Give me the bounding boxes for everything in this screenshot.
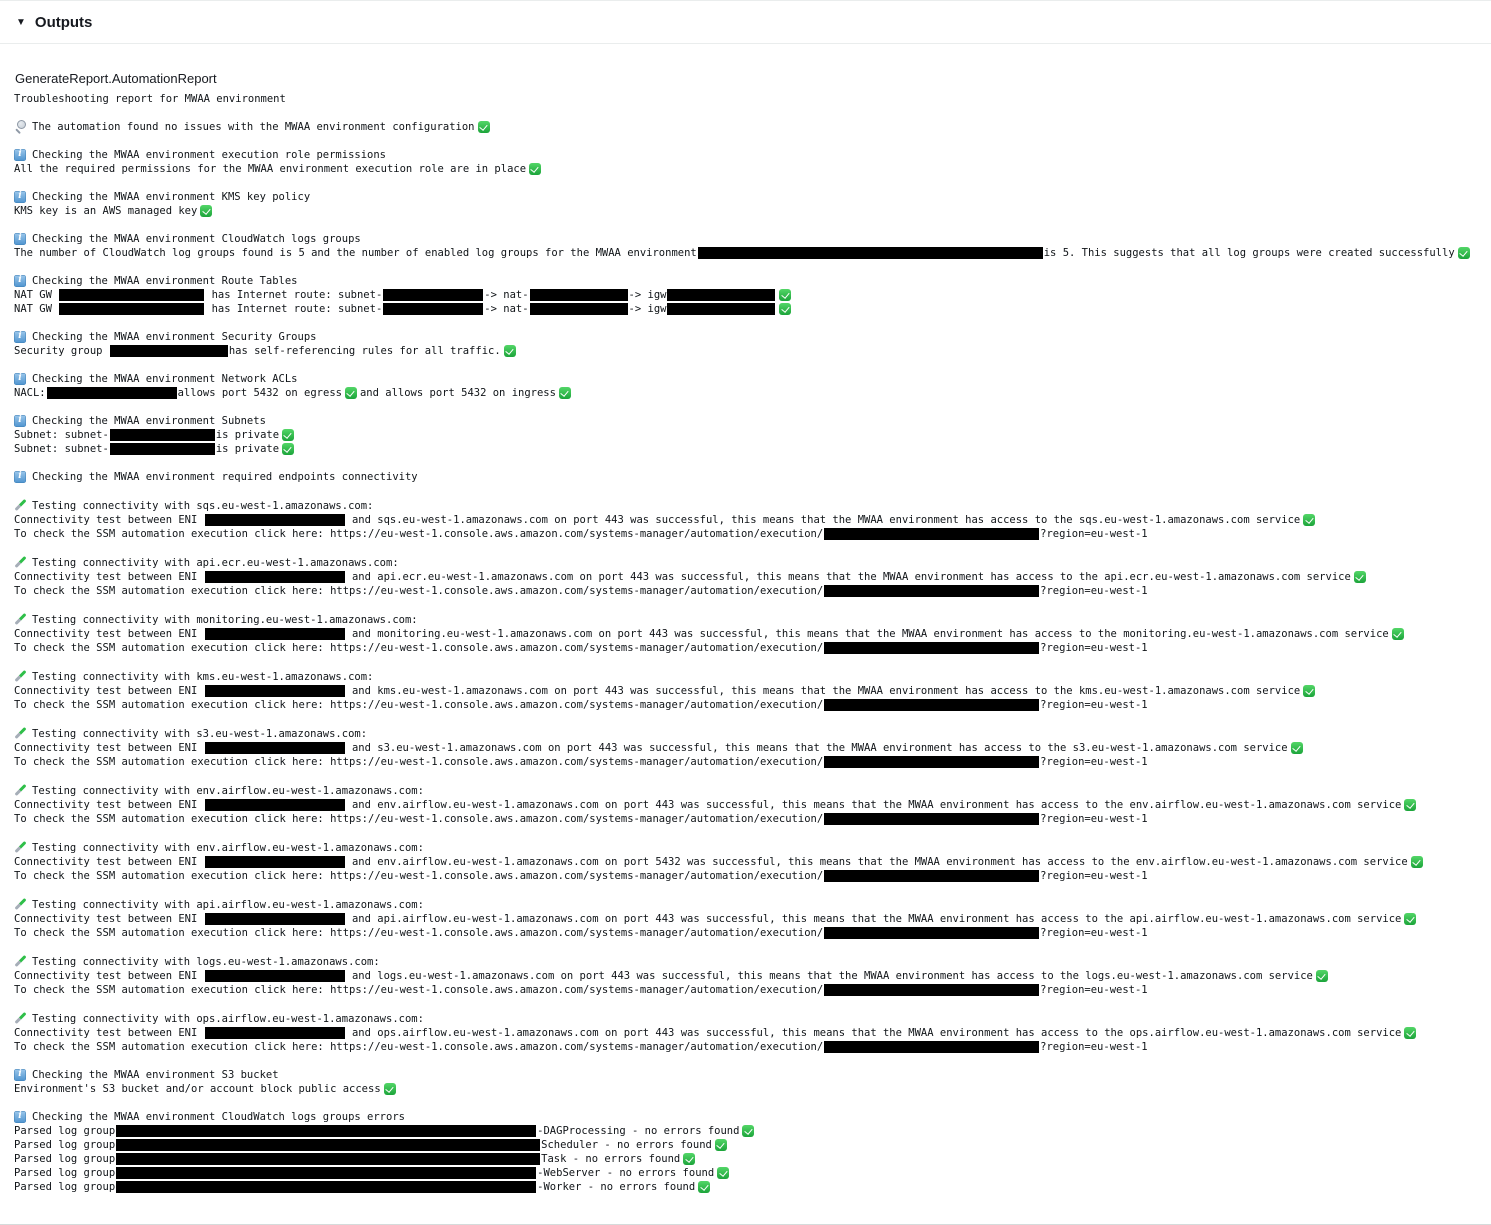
report-line: Subnet: subnet- is private [14, 442, 1481, 456]
redacted-text [205, 571, 345, 583]
redacted-text [205, 799, 345, 811]
report-block [14, 498, 1481, 541]
report-block [14, 783, 1481, 826]
check-icon [715, 1139, 727, 1151]
check-icon [1392, 628, 1404, 640]
report-line: To check the SSM automation execution click here: https://eu-west-1.console.aws.amazon.com/systems-manager/automation/execution/ ?region=eu-west-1 [14, 870, 1148, 882]
report-block [14, 840, 1481, 883]
redacted-text [116, 1167, 536, 1179]
report-line: Parsed log group Scheduler - no errors found [14, 1138, 1481, 1152]
report-block [14, 669, 1481, 712]
redacted-text [530, 303, 628, 315]
report-block [14, 92, 1481, 106]
report-line: Parsed log group -DAGProcessing - no errors found [14, 1124, 1481, 1138]
report-block [14, 274, 1481, 316]
redacted-text [116, 1139, 540, 1151]
report-line: Parsed log group -WebServer - no errors found [14, 1166, 1481, 1180]
check-icon [1404, 1027, 1416, 1039]
report-block [14, 726, 1481, 769]
test-tube-icon [14, 954, 27, 968]
report-block [14, 470, 1481, 484]
outputs-section-title: Outputs [34, 14, 93, 31]
report-line: NAT GW has Internet route: subnet- -> nat- -> igw [14, 288, 1481, 302]
check-icon [559, 387, 571, 399]
outputs-content [0, 44, 1491, 1224]
redacted-text [205, 856, 345, 868]
redacted-text [667, 303, 775, 315]
report-line: Connectivity test between ENI and s3.eu-west-1.amazonaws.com on port 443 was successful, this means that the MWAA environment has access to the s3.eu-west-1.amazonaws.com service [14, 741, 1481, 755]
redacted-text [110, 443, 215, 455]
report-block [14, 190, 1481, 218]
check-icon [1303, 514, 1315, 526]
check-icon [345, 387, 357, 399]
report-line: Connectivity test between ENI and api.airflow.eu-west-1.amazonaws.com on port 443 was successful, this means that the MWAA environment has access to the api.airflow.eu-west-1.amazonaws.com service [14, 912, 1481, 926]
report-line: To check the SSM automation execution click here: https://eu-west-1.console.aws.amazon.com/systems-manager/automation/execution/ ?region=eu-west-1 [14, 756, 1148, 768]
test-tube-icon [14, 555, 27, 569]
info-icon [14, 233, 26, 245]
redacted-text [205, 514, 345, 526]
test-tube-icon [14, 612, 27, 626]
check-icon [698, 1181, 710, 1193]
check-icon [529, 163, 541, 175]
check-icon [200, 205, 212, 217]
report-block [14, 414, 1481, 456]
report-line: To check the SSM automation execution click here: https://eu-west-1.console.aws.amazon.com/systems-manager/automation/execution/ ?region=eu-west-1 [14, 813, 1148, 825]
redacted-text [824, 927, 1039, 939]
report-block [14, 555, 1481, 598]
redacted-text [205, 628, 345, 640]
report-block [14, 232, 1481, 260]
check-icon [1458, 247, 1470, 259]
report-line: To check the SSM automation execution click here: https://eu-west-1.console.aws.amazon.com/systems-manager/automation/execution/ ?region=eu-west-1 [14, 927, 1148, 939]
redacted-text [383, 303, 483, 315]
redacted-text [116, 1181, 536, 1193]
report-line: iChecking the MWAA environment CloudWatch logs groups [14, 232, 1481, 246]
report-line: Subnet: subnet- is private [14, 428, 1481, 442]
check-icon [779, 289, 791, 301]
test-tube-icon [14, 897, 27, 911]
redacted-text [59, 303, 204, 315]
redacted-text [110, 429, 215, 441]
check-icon [384, 1083, 396, 1095]
report-line: iChecking the MWAA environment Subnets [14, 414, 1481, 428]
report-line: Security group has self-referencing rules for all traffic. [14, 344, 1481, 358]
report-block [14, 148, 1481, 176]
info-icon [14, 331, 26, 343]
redacted-text [824, 870, 1039, 882]
test-tube-icon [14, 1011, 27, 1025]
redacted-text [205, 1027, 345, 1039]
report-line: The automation found no issues with the MWAA environment configuration [14, 120, 1481, 134]
report-line: iChecking the MWAA environment Network ACLs [14, 372, 1481, 386]
report-line: Testing connectivity with env.airflow.eu-west-1.amazonaws.com: [14, 840, 1481, 855]
report-line: To check the SSM automation execution click here: https://eu-west-1.console.aws.amazon.com/systems-manager/automation/execution/ ?region=eu-west-1 [14, 984, 1148, 996]
report-line: NAT GW has Internet route: subnet- -> nat- -> igw [14, 302, 1481, 316]
redacted-text [205, 913, 345, 925]
check-icon [742, 1125, 754, 1137]
report-block [14, 612, 1481, 655]
check-icon [1404, 913, 1416, 925]
info-icon [14, 191, 26, 203]
report-block [14, 954, 1481, 997]
report-line: iChecking the MWAA environment Route Tables [14, 274, 1481, 288]
info-icon [14, 1111, 26, 1123]
report-line: To check the SSM automation execution click here: https://eu-west-1.console.aws.amazon.com/systems-manager/automation/execution/ ?region=eu-west-1 [14, 585, 1148, 597]
report-block [14, 1110, 1481, 1194]
info-icon [14, 1069, 26, 1081]
report-line: iChecking the MWAA environment execution role permissions [14, 148, 1481, 162]
report-block [14, 1068, 1481, 1096]
redacted-text [824, 756, 1039, 768]
redacted-text [59, 289, 204, 301]
redacted-text [824, 528, 1039, 540]
report-line: iChecking the MWAA environment Security Groups [14, 330, 1481, 344]
redacted-text [205, 742, 345, 754]
report-line: Testing connectivity with api.airflow.eu-west-1.amazonaws.com: [14, 897, 1481, 912]
redacted-text [47, 387, 177, 399]
report-line: Connectivity test between ENI and api.ecr.eu-west-1.amazonaws.com on port 443 was successful, this means that the MWAA environment has access to the api.ecr.eu-west-1.amazonaws.com service [14, 570, 1481, 584]
report-line: iChecking the MWAA environment CloudWatch logs groups errors [14, 1110, 1481, 1124]
report-line: Testing connectivity with kms.eu-west-1.amazonaws.com: [14, 669, 1481, 684]
redacted-text [110, 345, 228, 357]
report-line: The number of CloudWatch log groups found is 5 and the number of enabled log groups for the MWAA environment is 5. This suggests that all log groups were created successfully [14, 246, 1481, 260]
report-line: Parsed log group -Worker - no errors found [14, 1180, 1481, 1194]
report-line: Testing connectivity with ops.airflow.eu-west-1.amazonaws.com: [14, 1011, 1481, 1026]
info-icon [14, 471, 26, 483]
report-line: Testing connectivity with monitoring.eu-west-1.amazonaws.com: [14, 612, 1481, 627]
redacted-text [824, 699, 1039, 711]
test-tube-icon [14, 726, 27, 740]
test-tube-icon [14, 669, 27, 683]
collapse-caret-icon[interactable]: ▼ [16, 16, 26, 28]
check-icon [282, 429, 294, 441]
report-line: To check the SSM automation execution click here: https://eu-west-1.console.aws.amazon.com/systems-manager/automation/execution/ ?region=eu-west-1 [14, 642, 1148, 654]
info-icon [14, 149, 26, 161]
info-icon [14, 275, 26, 287]
report-line: To check the SSM automation execution click here: https://eu-west-1.console.aws.amazon.com/systems-manager/automation/execution/ ?region=eu-west-1 [14, 528, 1148, 540]
redacted-text [824, 813, 1039, 825]
report-line: Parsed log group Task - no errors found [14, 1152, 1481, 1166]
report-line: Environment's S3 bucket and/or account block public access [14, 1082, 1481, 1096]
outputs-section-header[interactable] [0, 1, 1491, 44]
report-body [14, 92, 1481, 1194]
report-line: iChecking the MWAA environment S3 bucket [14, 1068, 1481, 1082]
report-line: iChecking the MWAA environment KMS key policy [14, 190, 1481, 204]
redacted-text [824, 984, 1039, 996]
report-line: Troubleshooting report for MWAA environment [14, 93, 286, 105]
redacted-text [530, 289, 628, 301]
report-block [14, 372, 1481, 400]
test-tube-icon [14, 840, 27, 854]
check-icon [1303, 685, 1315, 697]
redacted-text [824, 1041, 1039, 1053]
report-line: All the required permissions for the MWAA environment execution role are in place [14, 162, 1481, 176]
check-icon [1404, 799, 1416, 811]
check-icon [1354, 571, 1366, 583]
check-icon [779, 303, 791, 315]
report-line: NACL: allows port 5432 on egress and allows port 5432 on ingress [14, 386, 1481, 400]
check-icon [717, 1167, 729, 1179]
report-line: Connectivity test between ENI and env.airflow.eu-west-1.amazonaws.com on port 5432 was successful, this means that the MWAA environment has access to the env.airflow.eu-west-1.amazonaws.com service [14, 855, 1481, 869]
redacted-text [116, 1153, 540, 1165]
redacted-text [205, 970, 345, 982]
redacted-text [698, 247, 1043, 259]
check-icon [282, 443, 294, 455]
report-line: Connectivity test between ENI and monitoring.eu-west-1.amazonaws.com on port 443 was successful, this means that the MWAA environment has access to the monitoring.eu-west-1.amazonaws.com service [14, 627, 1481, 641]
test-tube-icon [14, 498, 27, 512]
report-line: Testing connectivity with env.airflow.eu-west-1.amazonaws.com: [14, 783, 1481, 798]
report-line: To check the SSM automation execution click here: https://eu-west-1.console.aws.amazon.com/systems-manager/automation/execution/ ?region=eu-west-1 [14, 699, 1148, 711]
output-name: GenerateReport.AutomationReport [15, 71, 217, 86]
report-block [14, 330, 1481, 358]
redacted-text [824, 585, 1039, 597]
check-icon [504, 345, 516, 357]
report-line: Testing connectivity with api.ecr.eu-west-1.amazonaws.com: [14, 555, 1481, 570]
redacted-text [116, 1125, 536, 1137]
check-icon [1411, 856, 1423, 868]
check-icon [683, 1153, 695, 1165]
report-line: Testing connectivity with s3.eu-west-1.amazonaws.com: [14, 726, 1481, 741]
report-line: Connectivity test between ENI and sqs.eu-west-1.amazonaws.com on port 443 was successful, this means that the MWAA environment has access to the sqs.eu-west-1.amazonaws.com service [14, 513, 1481, 527]
info-icon [14, 415, 26, 427]
report-line: Connectivity test between ENI and kms.eu-west-1.amazonaws.com on port 443 was successful, this means that the MWAA environment has access to the kms.eu-west-1.amazonaws.com service [14, 684, 1481, 698]
check-icon [1291, 742, 1303, 754]
report-line: iChecking the MWAA environment required endpoints connectivity [14, 470, 1481, 484]
redacted-text [383, 289, 483, 301]
report-block [14, 1011, 1481, 1054]
test-tube-icon [14, 783, 27, 797]
report-line: Testing connectivity with logs.eu-west-1.amazonaws.com: [14, 954, 1481, 969]
check-icon [478, 121, 490, 133]
report-block [14, 897, 1481, 940]
redacted-text [667, 289, 775, 301]
redacted-text [205, 685, 345, 697]
report-line: KMS key is an AWS managed key [14, 204, 1481, 218]
report-line: Connectivity test between ENI and ops.airflow.eu-west-1.amazonaws.com on port 443 was successful, this means that the MWAA environment has access to the ops.airflow.eu-west-1.amazonaws.com service [14, 1026, 1481, 1040]
report-line: Connectivity test between ENI and logs.eu-west-1.amazonaws.com on port 443 was successful, this means that the MWAA environment has access to the logs.eu-west-1.amazonaws.com service [14, 969, 1481, 983]
report-line: To check the SSM automation execution click here: https://eu-west-1.console.aws.amazon.com/systems-manager/automation/execution/ ?region=eu-west-1 [14, 1041, 1148, 1053]
report-line: Connectivity test between ENI and env.airflow.eu-west-1.amazonaws.com on port 443 was successful, this means that the MWAA environment has access to the env.airflow.eu-west-1.amazonaws.com service [14, 798, 1481, 812]
magnifier-icon [14, 120, 27, 133]
redacted-text [824, 642, 1039, 654]
report-block [14, 120, 1481, 134]
info-icon [14, 373, 26, 385]
report-line: Testing connectivity with sqs.eu-west-1.amazonaws.com: [14, 498, 1481, 513]
check-icon [1316, 970, 1328, 982]
